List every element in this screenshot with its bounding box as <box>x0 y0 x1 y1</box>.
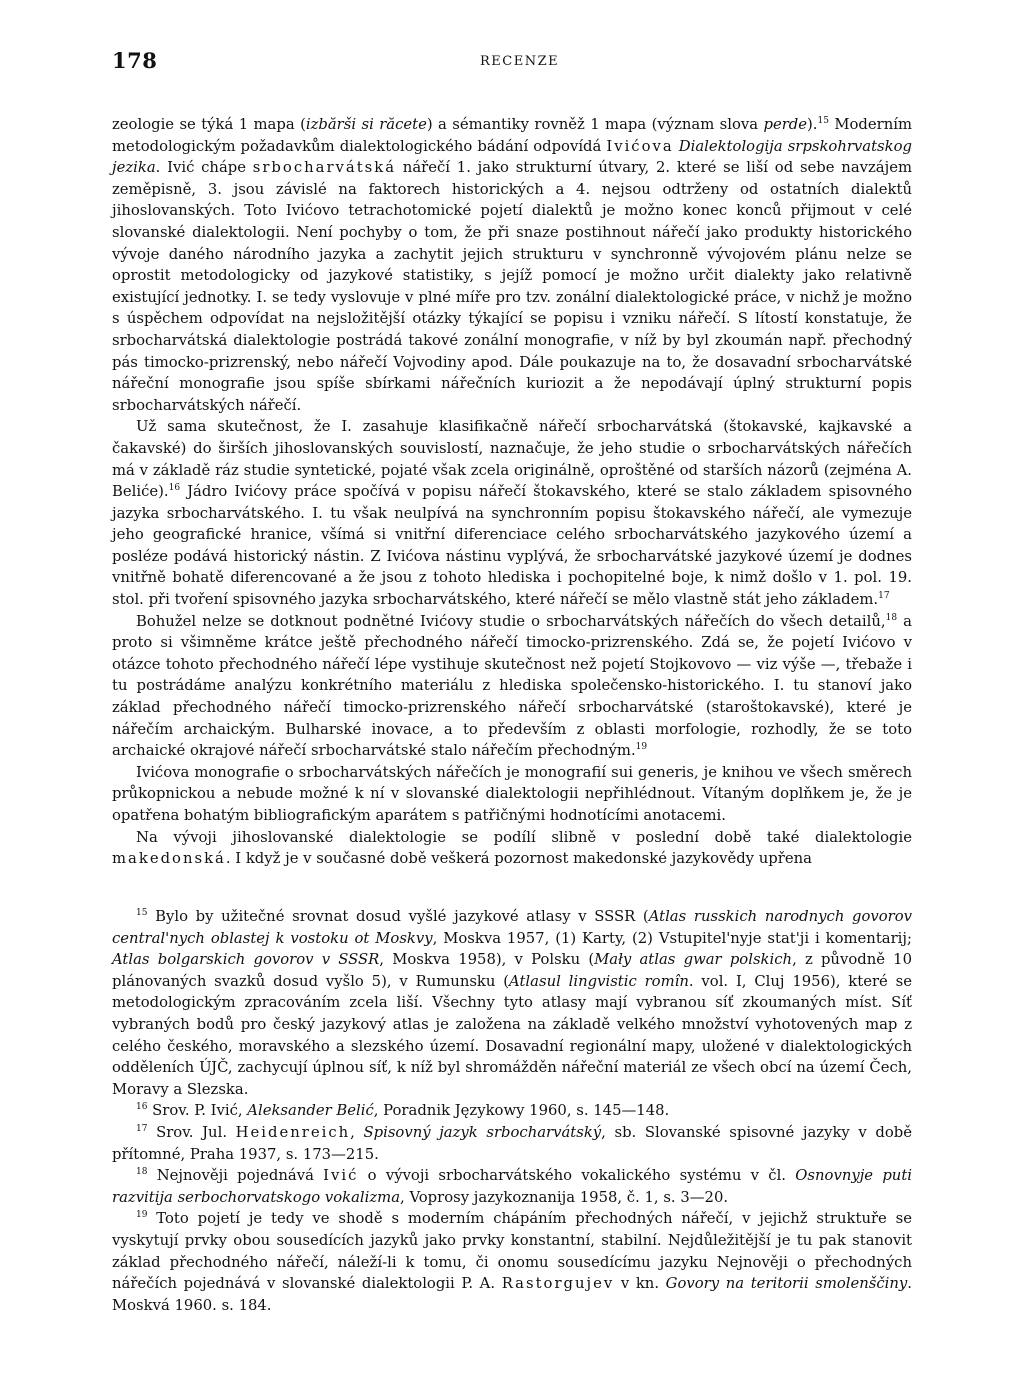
text-run: Srov. Jul. <box>147 1123 236 1141</box>
spaced-name: srbocharvátská <box>252 159 397 177</box>
footnote-ref: 15 <box>136 908 148 919</box>
text-run: Srov. P. Ivić, <box>147 1102 248 1120</box>
text-run: Moderním metodologickým požadavkům dialektologického bádání odpovídá <box>112 116 913 155</box>
footnote <box>112 1122 912 1165</box>
paragraph <box>112 611 912 762</box>
footnote-ref: 18 <box>885 612 898 623</box>
text-run: . vol. I, Cluj 1956), které se metodologickým zpracováním zcela liší. Všechny tyto atlasy mají vybranou síť zkoumaných míst. Síť vybraných bodů pro český jazykový atlas je založena na základě velkého množství vyhotovených map z celého českého, moravského a slezského území. Dosavadní regionální mapy, uložené v dialektologických odděleních ÚJČ, zachycují úplnou síť, k níž byl shromážděn nářeční materiál ze všech obcí na území Čech, Moravy a Slezska. <box>112 972 912 1098</box>
footnote-ref: 19 <box>136 1210 148 1221</box>
text-run: , <box>350 1123 364 1141</box>
spaced-name: Ivić <box>323 1167 359 1185</box>
text-run: ) a sémantiky rovněž 1 mapa (význam slova <box>426 116 764 133</box>
running-head: RECENZE <box>480 54 560 69</box>
text-run: , sb. Slovanské spisovné jazyky v době přítomné, Praha 1937, s. 173—215. <box>112 1123 912 1163</box>
italic-title: Govory na teritorii smolenščiny <box>665 1275 908 1293</box>
footnote-ref: 19 <box>635 742 648 753</box>
italic-title: Mały atlas gwar polskich <box>594 951 793 969</box>
italic-title: Osnovnyje puti razvitija serbochorvatskogo vokalizma <box>112 1167 913 1206</box>
paragraph <box>112 114 912 416</box>
text-run: zeologie se týká 1 mapa ( <box>112 116 306 133</box>
footnote-ref: 17 <box>136 1124 148 1135</box>
italic-title: perde <box>763 116 808 133</box>
italic-title: izbărši si răcete <box>305 116 427 133</box>
paragraph <box>112 416 912 610</box>
text-run: , Moskva 1957, (1) Karty, (2) Vstupitel'nyje stat'ji i komentarij; <box>432 929 912 947</box>
spaced-name: Ivićova <box>606 137 674 155</box>
footnote-ref: 16 <box>136 1102 148 1113</box>
text-run: , Poradnik Językowy 1960, s. 145—148. <box>373 1102 670 1120</box>
italic-title: Atlas bolgarskich govorov v SSSR <box>112 951 380 969</box>
text-run: Bohužel nelze se dotknout podnětné Ivićovy studie o srbocharvátských nářečích do všech detailů, <box>136 612 886 630</box>
text-run: , Moskva 1958), v Polsku ( <box>379 951 595 969</box>
text-run: Jádro Ivićovy práce spočívá v popisu nářečí štokavského, které se stalo základem spisovného jazyka srbocharvátského. I. tu však neulpívá na synchronním popisu štokavského nářečí, ale vymezuje jeho geografické hranice, všímá si vnitřní diferenciace celého srbocharvátského jazykového území a posléze podává historický nástin. Z Ivićova nástinu vyplývá, že srbocharvátské jazykové území je dodnes vnitřně bohatě diferencované a že jsou z tohoto hlediska i pochopitelné boje, k nimž došlo v 1. pol. 19. stol. při tvoření spisovného jazyka srbocharvátského, které nářečí se mělo vlastně stát jeho základem. <box>112 483 912 609</box>
text-run: Nejnověji pojednává <box>147 1167 324 1185</box>
italic-title: Atlas russkich narodnych govorov central'nych oblastej k vostoku ot Moskvy <box>112 908 912 947</box>
page-header <box>112 48 912 78</box>
text-run: . Ivić chápe <box>155 159 253 177</box>
text-run: . I když je v současné době veškerá pozornost makedonské jazykovědy upřena <box>225 850 812 868</box>
text-run: v kn. <box>614 1275 666 1293</box>
text-run: Už sama skutečnost, že I. zasahuje klasifikačně nářečí srbocharvátská (štokavské, kajkavské a čakavské) do širších jihoslovanských souvislostí, naznačuje, že jeho studie o srbocharvátských nářečích má v základě ráz studie syntetické, pojaté však zcela originálně, oproštěné od starších názorů (zejména A. Belićе). <box>112 418 912 501</box>
footnote-ref: 17 <box>878 591 890 602</box>
paragraph <box>112 827 912 870</box>
footnote <box>112 1208 912 1316</box>
text-run: nářečí 1. jako strukturní útvary, 2. které se liší od sebe navzájem zeměpisně, 3. jsou závislé na faktorech historických a 4. nejsou odtrženy od ostatních dialektů jihoslovanských. Toto Ivićovo tetrachotomické pojetí dialektů je možno konec konců přijmout v celé slovanské dialektologii. Není pochyby o tom, že při snaze postihnout nářečí jako produkty historického vývoje daného národního jazyka a zachytit jejich strukturu v synchronně vývojovém plánu nelze se oprostit metodologicky od jazykové statistiky, s jejíž pomocí je možno určit dialekty jako relativně existující jednotky. I. se tedy vyslovuje v plné míře pro tzv. zonální dialektologické práce, v nichž je možno s úspěchem odpovídat na nejsložitější otázky týkající se popisu i vzniku nářečí. S lítostí konstatuje, že srbocharvátská dialektologie postrádá takové zonální monografie, v níž by byl zkoumán např. přechodný pás timocko-prizrenský, nebo nářečí Vojvodiny apod. Dále poukazuje na to, že dosavadní srbocharvátské nářeční monografie jsou spíše sbírkami nářečních kuriozit a že nepodávají úplný strukturní popis srbocharvátských nářečí. <box>112 159 913 414</box>
italic-title: Aleksander Belić <box>247 1102 374 1120</box>
footnote-ref: 16 <box>168 483 181 494</box>
footnote <box>112 1100 912 1122</box>
paragraph <box>112 762 912 827</box>
text-run: Toto pojetí je tedy ve shodě s moderním chápáním přechodných nářečí, v jejichž struktuře se vyskytují prvky obou sousedících jazyků jako prvky konstantní, stabilní. Nejdůležitější je tu pak stanovit základ přechodného nářečí, náleží-li k tomu, či onomu sousedícímu jazyku Nejnověji o přechodných nářečích pojednává v slovanské dialektologii P. A. <box>112 1210 912 1293</box>
footnote <box>112 1165 912 1208</box>
spaced-name: Rastorgujev <box>501 1275 615 1293</box>
footnote <box>112 906 912 1100</box>
text-run: a proto si všimněme krátce ještě přechodného nářečí timocko-prizrenského. Zdá se, že pojetí Ivićovo v otázce tohoto přechodného nářečí lépe vystihuje skutečnost než pojetí Stojkovovo — viz výše —, třebaže i tu postrádáme analýzu konkrétního materiálu z hlediska společensko-historického. I. tu stanoví jako základ přechodného nářečí timocko-prizrenského nářečí srbocharvátské (staroštokavské), které je nářečím archaickým. Bulharské inovace, a to především z oblasti morfologie, rozhodly, že se toto archaické okrajové nářečí srbocharvátské stalo nářečím přechodným. <box>112 612 912 760</box>
text-run: , z původně 10 plánovaných svazků dosud vyšlo 5), v Rumunsku ( <box>112 951 913 990</box>
italic-title: Atlasul lingvistic romîn <box>509 972 689 990</box>
spaced-name: Heidenreich <box>235 1123 351 1141</box>
spaced-name: makedonská <box>112 850 226 868</box>
footnote-ref: 18 <box>136 1167 148 1178</box>
text-run: Ivićova monografie o srbocharvátských nářečích je monografií sui generis, je knihou ve všech směrech průkopnickou a nebude možné k ní v slovanské dialektologii nepřihlédnout. Vítaným doplňkem je, že je opatřena bohatým bibliografickým aparátem s patřičnými hodnotícími anotacemi. <box>112 763 912 824</box>
footnotes <box>112 906 912 1316</box>
text-run: o vývoji srbocharvátského vokalického systému v čl. <box>358 1167 796 1185</box>
text-run: ). <box>807 116 818 133</box>
page-number: 178 <box>112 48 158 73</box>
text-run: . Moskvá 1960. s. 184. <box>112 1275 912 1314</box>
article-body <box>112 114 912 870</box>
italic-title: Spisovný jazyk srbocharvátský <box>363 1123 602 1141</box>
text-run: Bylo by užitečné srovnat dosud vyšlé jazykové atlasy v SSSR ( <box>147 908 649 925</box>
italic-title: Dialektologija srpskohrvatskog jezika <box>112 137 912 177</box>
text-run: , Voprosy jazykoznanija 1958, č. 1, s. 3—20. <box>400 1188 729 1206</box>
text-run: Na vývoji jihoslovanské dialektologie se podílí slibně v poslední době také dialektologie <box>136 828 912 846</box>
footnote-ref: 15 <box>817 116 829 127</box>
